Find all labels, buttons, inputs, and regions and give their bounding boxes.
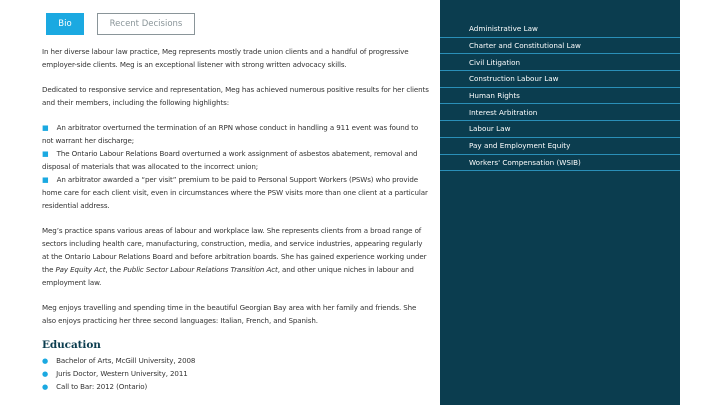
list-item: ■ An arbitrator overturned the termination of an RPN whose conduct in handling a 911 event was found to not warrant her discharge; bbox=[42, 123, 419, 145]
tabs bbox=[46, 13, 195, 35]
practice-area-link[interactable]: Interest Arbitration bbox=[440, 104, 680, 121]
bullet-icon: ■ bbox=[42, 149, 49, 158]
bio-paragraph: Meg’s practice spans various areas of labour and workplace law. She represents clients from a broad range of sectors including health care, manufacturing, construction, media, and service industries, appearing regularly at the Ontario Labour Relations Board and before arbitration boards. She has gained experience working under the Pay Equity Act, the Public Sector Labour Relations Transition Act, and other unique niches in labour and employment law. bbox=[42, 226, 427, 287]
bio-paragraph: In her diverse labour law practice, Meg represents mostly trade union clients and a handful of progressive employer-side clients. Meg is an exceptional listener with strong written advocacy skills. bbox=[42, 47, 409, 69]
practice-area-link[interactable]: Labour Law bbox=[440, 121, 680, 138]
bullet-icon: ● bbox=[42, 356, 49, 365]
bullet-icon: ● bbox=[42, 369, 49, 378]
bullet-icon: ■ bbox=[42, 175, 49, 184]
practice-area-link[interactable]: Civil Litigation bbox=[440, 54, 680, 71]
bullet-icon: ● bbox=[42, 382, 49, 391]
education-list bbox=[42, 354, 430, 393]
education-heading: Education bbox=[42, 339, 101, 351]
practice-area-link[interactable]: Pay and Employment Equity bbox=[440, 138, 680, 155]
practice-areas-sidebar bbox=[440, 0, 680, 405]
practice-area-link[interactable]: Workers' Compensation (WSIB) bbox=[440, 155, 680, 172]
practice-area-link[interactable]: Construction Labour Law bbox=[440, 71, 680, 88]
list-item: ● Juris Doctor, Western University, 2011 bbox=[42, 369, 188, 378]
tab-bio[interactable]: Bio bbox=[46, 13, 84, 35]
list-item: ■ An arbitrator awarded a “per visit” premium to be paid to Personal Support Workers (PSWs) who provide home care for each client visit, even in circumstances where the PSW visits more than one client at a particular residential address. bbox=[42, 175, 428, 210]
bullet-icon: ■ bbox=[42, 123, 49, 132]
highlights-list bbox=[42, 121, 430, 212]
list-item: ● Bachelor of Arts, McGill University, 2008 bbox=[42, 356, 196, 365]
tab-recent-decisions[interactable]: Recent Decisions bbox=[97, 13, 195, 35]
list-item: ■ The Ontario Labour Relations Board overturned a work assignment of asbestos abatement, removal and disposal of materials that was allocated to the incorrect union; bbox=[42, 149, 418, 171]
bio-content bbox=[42, 45, 430, 393]
practice-area-link[interactable]: Charter and Constitutional Law bbox=[440, 38, 680, 55]
list-item: ● Call to Bar: 2012 (Ontario) bbox=[42, 382, 148, 391]
bio-paragraph: Meg enjoys travelling and spending time in the beautiful Georgian Bay area with her family and friends. She also enjoys practicing her three second languages: Italian, French, and Spanish. bbox=[42, 303, 417, 325]
practice-area-link[interactable]: Administrative Law bbox=[440, 21, 680, 38]
bio-paragraph: Dedicated to responsive service and representation, Meg has achieved numerous positive results for her clients and their members, including the following highlights: bbox=[42, 85, 429, 107]
practice-area-link[interactable]: Human Rights bbox=[440, 88, 680, 105]
